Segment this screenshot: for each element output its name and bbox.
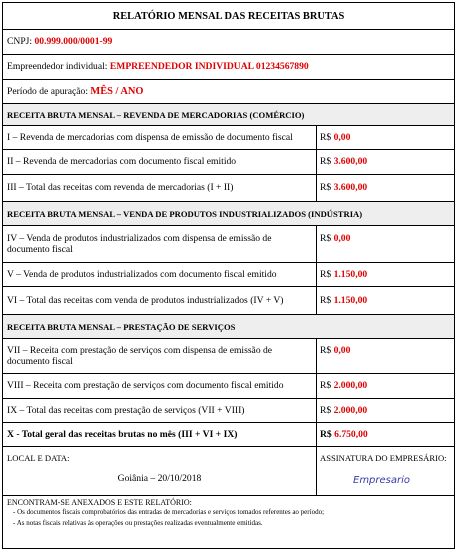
assinatura-label: ASSINATURA DO EMPRESÁRIO:: [320, 453, 447, 463]
row-label: VIII – Receita com prestação de serviços com documento fiscal emitido: [7, 380, 284, 391]
column-divider: [316, 447, 317, 496]
row-label: IV – Venda de produtos industrializados com dispensa de emissão de documento fiscal: [7, 233, 272, 255]
currency: R$: [320, 156, 332, 167]
empreendedor-field: [7, 61, 309, 72]
table-row: [3, 175, 454, 202]
title-row: [3, 3, 454, 30]
column-divider: [316, 226, 317, 315]
row-value: [320, 182, 367, 193]
periodo-value: MÊS / ANO: [90, 86, 144, 97]
amount: 0,00: [333, 233, 351, 244]
amount: 0,00: [333, 345, 351, 356]
row-value: [320, 405, 367, 416]
periodo-row: [3, 80, 454, 104]
empreendedor-row: [3, 55, 454, 80]
row-label: VII – Receita com prestação de serviços com dispensa de emissão de documento fiscal: [7, 345, 273, 367]
row-value: [320, 156, 367, 167]
amount: 3.600,00: [333, 156, 368, 167]
table-row: [3, 287, 454, 315]
table-row: [3, 374, 454, 399]
row-value: [320, 269, 367, 280]
amount: 3.600,00: [333, 182, 368, 193]
currency: R$: [320, 380, 332, 391]
section-title: RECEITA BRUTA MENSAL – VENDA DE PRODUTOS INDUSTRIALIZADOS (INDÚSTRIA): [7, 209, 363, 219]
section-title: RECEITA BRUTA MENSAL – REVENDA DE MERCADORIAS (COMÉRCIO): [7, 110, 305, 120]
signature-row: [3, 447, 454, 496]
section-title: RECEITA BRUTA MENSAL – PRESTAÇÃO DE SERVIÇOS: [7, 322, 236, 332]
periodo-field: [7, 86, 144, 97]
currency: R$: [320, 345, 332, 356]
column-divider: [316, 126, 317, 202]
table-row: [3, 263, 454, 287]
total-value: [320, 429, 368, 440]
amount: 6.750,00: [334, 429, 368, 440]
currency: R$: [320, 269, 332, 280]
currency: R$: [320, 233, 332, 244]
cnpj-row: [3, 30, 454, 55]
row-value: [320, 345, 350, 356]
row-value: [320, 233, 350, 244]
signature: Empresario: [353, 475, 411, 486]
section-header-servicos: [3, 315, 454, 339]
currency: R$: [320, 405, 332, 416]
section-header-industria: [3, 202, 454, 226]
empreendedor-label: Empreendedor individual:: [7, 61, 108, 72]
table-row: [3, 226, 454, 263]
anexo-item: - As notas fiscais relativas às operações ou prestações realizadas eventualmente emitidas.: [13, 519, 263, 527]
table-row: [3, 399, 454, 423]
section-header-comercio: [3, 104, 454, 126]
cnpj-value: 00.999.000/0001-99: [34, 36, 113, 47]
row-value: [320, 295, 367, 306]
report-title: RELATÓRIO MENSAL DAS RECEITAS BRUTAS: [112, 11, 345, 22]
total-label: X - Total geral das receitas brutas no mês (III + VI + IX): [7, 429, 238, 440]
currency: R$: [320, 182, 332, 193]
row-label: I – Revenda de mercadorias com dispensa de emissão de documento fiscal: [7, 132, 293, 143]
amount: 1.150,00: [333, 269, 368, 280]
amount: 0,00: [333, 132, 351, 143]
table-row: [3, 126, 454, 150]
anexos-title: ENCONTRAM-SE ANEXADOS E ESTE RELATÓRIO:: [7, 498, 192, 507]
row-value: [320, 132, 350, 143]
currency: R$: [320, 295, 332, 306]
currency: R$: [320, 132, 332, 143]
table-row: [3, 150, 454, 175]
local-value: Goiânia – 20/10/2018: [117, 473, 202, 484]
table-row: [3, 339, 454, 374]
row-label: IX – Total das receitas com prestação de serviços (VII + VIII): [7, 405, 245, 416]
empreendedor-value: EMPREENDEDOR INDIVIDUAL 01234567890: [109, 61, 309, 72]
total-row: [3, 423, 454, 447]
report-form: [2, 2, 455, 549]
currency: R$: [320, 429, 332, 440]
local-label: LOCAL E DATA:: [7, 453, 70, 463]
row-label: II – Revenda de mercadorias com documento fiscal emitido: [7, 156, 237, 167]
amount: 2.000,00: [333, 380, 368, 391]
row-label: VI – Total das receitas com venda de produtos industrializados (IV + V): [7, 295, 284, 306]
anexo-item: - Os documentos fiscais comprobatórios das entradas de mercadorias e serviços tomados referentes ao período;: [13, 508, 325, 516]
periodo-label: Período de apuração:: [7, 86, 88, 97]
row-label: III – Total das receitas com revenda de mercadorias (I + II): [7, 182, 234, 193]
column-divider: [316, 339, 317, 447]
cnpj-label: CNPJ:: [7, 36, 33, 47]
row-label: V – Venda de produtos industrializados com documento fiscal emitido: [7, 269, 277, 280]
row-value: [320, 380, 367, 391]
cnpj-field: [7, 36, 112, 47]
amount: 2.000,00: [333, 405, 368, 416]
amount: 1.150,00: [333, 295, 368, 306]
